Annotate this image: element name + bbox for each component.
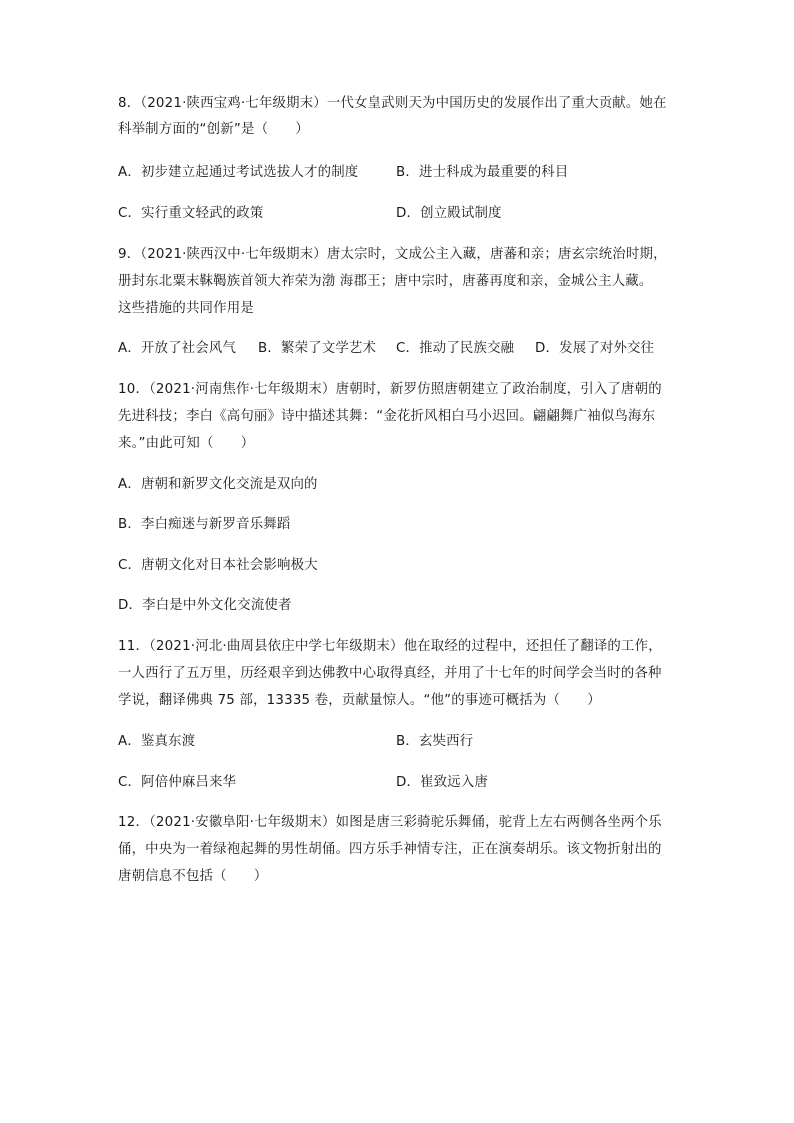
option-d: D．发展了对外交往 xyxy=(535,341,655,356)
option-d: D．创立殿试制度 xyxy=(396,206,502,221)
question-stem-line: 来。”由此可知（ ） xyxy=(118,436,255,451)
option-a: A．鉴真东渡 xyxy=(118,734,196,749)
option-c: C．阿倍仲麻吕来华 xyxy=(118,775,237,790)
question-stem-line: 12．（2021·安徽阜阳·七年级期末）如图是唐三彩骑驼乐舞俑，驼背上左右两侧各坐两个乐 xyxy=(118,815,662,830)
option-d: D．李白是中外文化交流使者 xyxy=(118,598,292,613)
option-d: D．崔致远入唐 xyxy=(396,775,489,790)
option-b: B．进士科成为最重要的科目 xyxy=(396,165,569,180)
question-stem-line: 俑，中央为一着绿袍起舞的男性胡俑。四方乐手神情专注，正在演奏胡乐。该文物折射出的 xyxy=(118,842,662,857)
question-stem-line: 10．（2021·河南焦作·七年级期末）唐朝时，新罗仿照唐朝建立了政治制度，引入了唐朝的 xyxy=(118,382,662,397)
option-c: C．实行重文轻武的政策 xyxy=(118,206,264,221)
option-b: B．玄奘西行 xyxy=(396,734,474,749)
option-c: C．唐朝文化对日本社会影响极大 xyxy=(118,558,318,573)
option-b: B．繁荣了文学艺术 xyxy=(258,341,377,356)
question-stem-line: 一人西行了五万里，历经艰辛到达佛教中心取得真经，并用了十七年的时间学会当时的各种 xyxy=(118,666,662,681)
question-stem-line: 科举制方面的“创新”是（ ） xyxy=(118,122,309,137)
option-a: A．开放了社会风气 xyxy=(118,341,237,356)
question-stem-line: 学说，翻译佛典 75 部，13335 卷，贡献量惊人。“他”的事迹可概括为（ ） xyxy=(118,693,601,708)
question-stem-line: 册封东北粟末靺鞨族首领大祚荣为渤 海郡王；唐中宗时，唐蕃再度和亲，金城公主人藏。 xyxy=(118,274,653,289)
question-stem-line: 唐朝信息不包括（ ） xyxy=(118,869,268,884)
question-stem-line: 8．（2021·陕西宝鸡·七年级期末）一代女皇武则天为中国历史的发展作出了重大贡献。她在 xyxy=(118,96,667,111)
question-stem-line: 11．（2021·河北·曲周县依庄中学七年级期末）他在取经的过程中，还担任了翻译的工作， xyxy=(118,639,662,654)
option-b: B．李白痴迷与新罗音乐舞蹈 xyxy=(118,517,291,532)
option-a: A．初步建立起通过考试选拔人才的制度 xyxy=(118,165,359,180)
question-stem-line: 这些措施的共同作用是 xyxy=(118,301,254,316)
question-stem-line: 9．（2021·陕西汉中·七年级期末）唐太宗时，文成公主入藏，唐蕃和亲；唐玄宗统治时期， xyxy=(118,247,667,262)
question-stem-line: 先进科技；李白《高句丽》诗中描述其舞：“金花折风相白马小迟回。翩翩舞广袖似鸟海东 xyxy=(118,409,656,424)
option-a: A．唐朝和新罗文化交流是双向的 xyxy=(118,477,318,492)
option-c: C．推动了民族交融 xyxy=(396,341,515,356)
